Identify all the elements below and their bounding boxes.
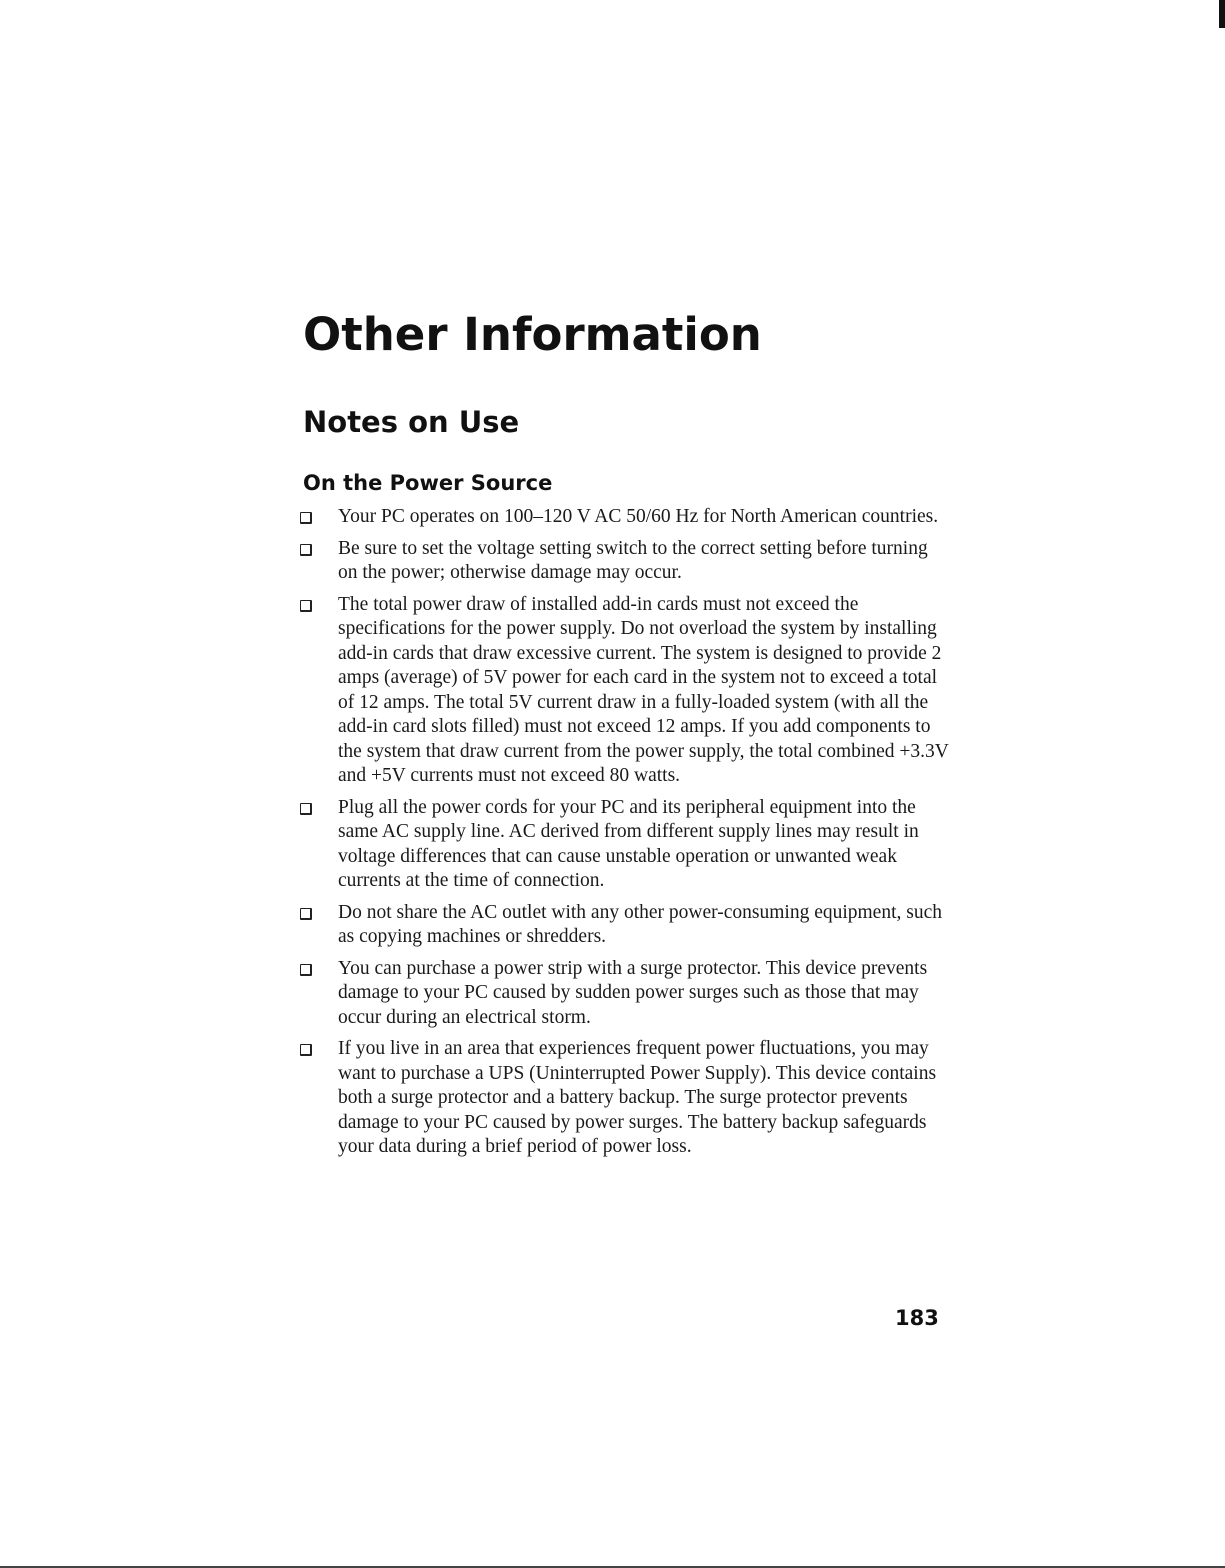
chapter-title: Other Information	[303, 308, 762, 361]
list-item-text: Plug all the power cords for your PC and its peripheral equipment into the same AC supply line. AC derived from different supply lines may result in voltage differences that can cause unstable operation or unwanted weak currents at the time of connection.	[338, 796, 919, 891]
checkbox-bullet-icon	[300, 1044, 312, 1056]
checkbox-bullet-icon	[300, 908, 312, 920]
list-item	[300, 505, 950, 530]
list-item	[300, 901, 950, 950]
list-item	[300, 537, 950, 586]
list-item	[300, 796, 950, 894]
list-item	[300, 1037, 950, 1160]
list-item-text: Be sure to set the voltage setting switch to the correct setting before turning on the power; otherwise damage may occur.	[338, 537, 928, 583]
page-number: 183	[895, 1306, 939, 1330]
section-title: Notes on Use	[303, 405, 520, 439]
subsection-title: On the Power Source	[303, 471, 553, 495]
list-item	[300, 957, 950, 1031]
checkbox-bullet-icon	[300, 964, 312, 976]
list-item	[300, 593, 950, 789]
edge-scan-mark	[1219, 0, 1225, 28]
list-item-text: Your PC operates on 100–120 V AC 50/60 Hz for North American countries.	[338, 506, 939, 527]
list-item-text: You can purchase a power strip with a surge protector. This device prevents damage to your PC caused by sudden power surges such as those that may occur during an electrical storm.	[338, 957, 928, 1028]
list-item-text: Do not share the AC outlet with any other power-consuming equipment, such as copying machines or shredders.	[338, 901, 942, 947]
checkbox-bullet-icon	[300, 803, 312, 815]
power-source-notes-list	[300, 505, 950, 1167]
checkbox-bullet-icon	[300, 544, 312, 556]
list-item-text: If you live in an area that experiences frequent power fluctuations, you may want to purchase a UPS (Uninterrupted Power Supply). This device contains both a surge protector and a battery backup. The surge protector prevents damage to your PC caused by power surges. The battery backup safeguards your data during a brief period of power loss.	[338, 1038, 937, 1157]
checkbox-bullet-icon	[300, 512, 312, 524]
list-item-text: The total power draw of installed add-in cards must not exceed the specifications for the power supply. Do not overload the system by installing add-in cards that draw excessive current. The system is designed to provide 2 amps (average) of 5V power for each card in the system not to exceed a total of 12 amps. The total 5V current draw in a fully-loaded system (with all the add-in card slots filled) must not exceed 12 amps. If you add components to the system that draw current from the power supply, the total combined +3.3V and +5V currents must not exceed 80 watts.	[338, 593, 949, 786]
checkbox-bullet-icon	[300, 600, 312, 612]
